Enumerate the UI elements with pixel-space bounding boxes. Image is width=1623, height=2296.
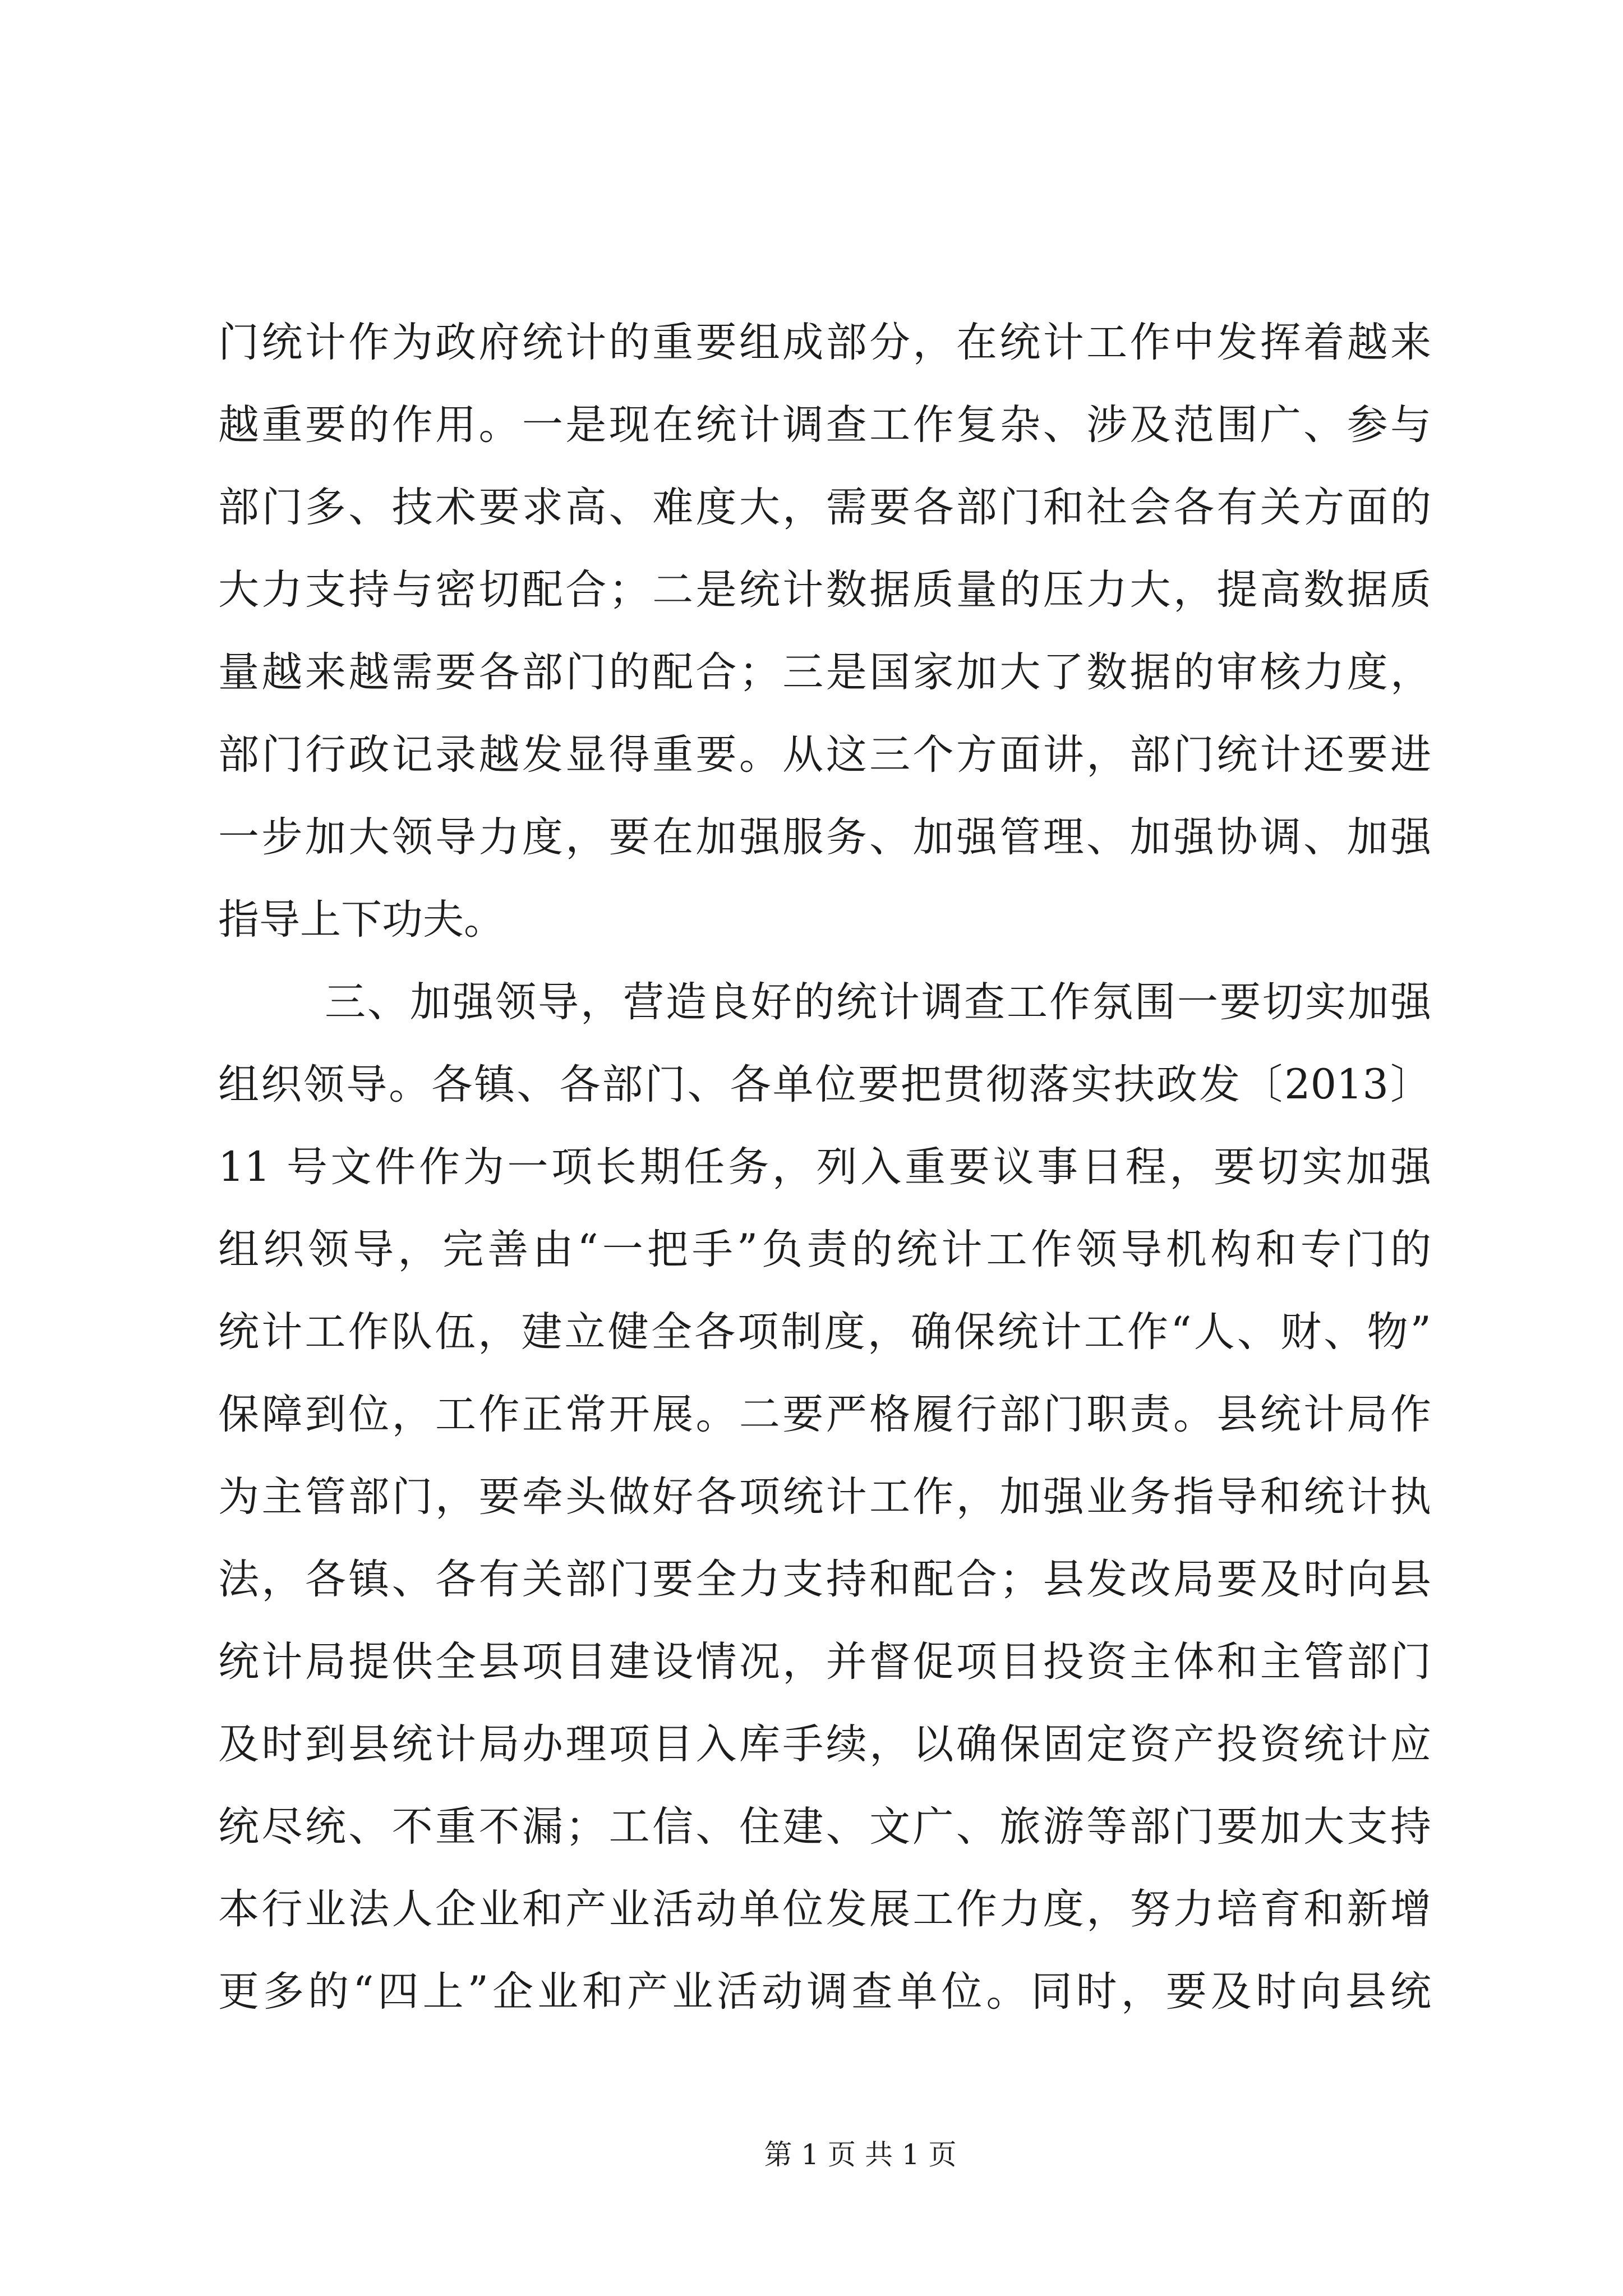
paragraph-line: 统计工作队伍，建立健全各项制度，确保统计工作“人、财、物”: [218, 1308, 1431, 1356]
paragraph-line: 为主管部门，要牵头做好各项统计工作，加强业务指导和统计执: [218, 1473, 1431, 1521]
paragraph-line: 统尽统、不重不漏；工信、住建、文广、旅游等部门要加大支持: [218, 1803, 1431, 1851]
paragraph-line: 越重要的作用。一是现在统计调查工作复杂、涉及范围广、参与: [218, 401, 1431, 449]
paragraph-line: 组织领导。各镇、各部门、各单位要把贯彻落实扶政发〔2013〕: [218, 1061, 1431, 1108]
paragraph-line: 门统计作为政府统计的重要组成部分，在统计工作中发挥着越来: [218, 319, 1431, 366]
paragraph-line: 法，各镇、各有关部门要全力支持和配合；县发改局要及时向县: [218, 1556, 1431, 1603]
paragraph-line: 保障到位，工作正常开展。二要严格履行部门职责。县统计局作: [218, 1391, 1431, 1438]
paragraph-line: 及时到县统计局办理项目入库手续，以确保固定资产投资统计应: [218, 1720, 1431, 1768]
paragraph-line: 三、加强领导，营造良好的统计调查工作氛围一要切实加强: [325, 978, 1431, 1026]
paragraph-line: 量越来越需要各部门的配合；三是国家加大了数据的审核力度，: [218, 648, 1431, 696]
paragraph-line: 部门多、技术要求高、难度大，需要各部门和社会各有关方面的: [218, 484, 1431, 531]
paragraph-line: 本行业法人企业和产业活动单位发展工作力度，努力培育和新增: [218, 1885, 1431, 1933]
paragraph-line: 指导上下功夫。: [218, 896, 505, 944]
paragraph-line: 统计局提供全县项目建设情况，并督促项目投资主体和主管部门: [218, 1638, 1431, 1686]
paragraph-line: 更多的“四上”企业和产业活动调查单位。同时，要及时向县统: [218, 1968, 1431, 2016]
paragraph-line: 部门行政记录越发显得重要。从这三个方面讲，部门统计还要进: [218, 731, 1431, 779]
paragraph-line: 11 号文件作为一项长期任务，列入重要议事日程，要切实加强: [218, 1143, 1431, 1191]
document-body: [218, 301, 1431, 2033]
page-footer: 第 1 页 共 1 页: [764, 2138, 957, 2171]
body-paragraph: [218, 301, 1431, 961]
paragraph-line: 组织领导，完善由“一把手”负责的统计工作领导机构和专门的: [218, 1226, 1431, 1273]
paragraph-line: 大力支持与密切配合；二是统计数据质量的压力大，提高数据质: [218, 566, 1431, 614]
paragraph-line: 一步加大领导力度，要在加强服务、加强管理、加强协调、加强: [218, 813, 1431, 861]
body-paragraph: [218, 961, 1431, 2033]
